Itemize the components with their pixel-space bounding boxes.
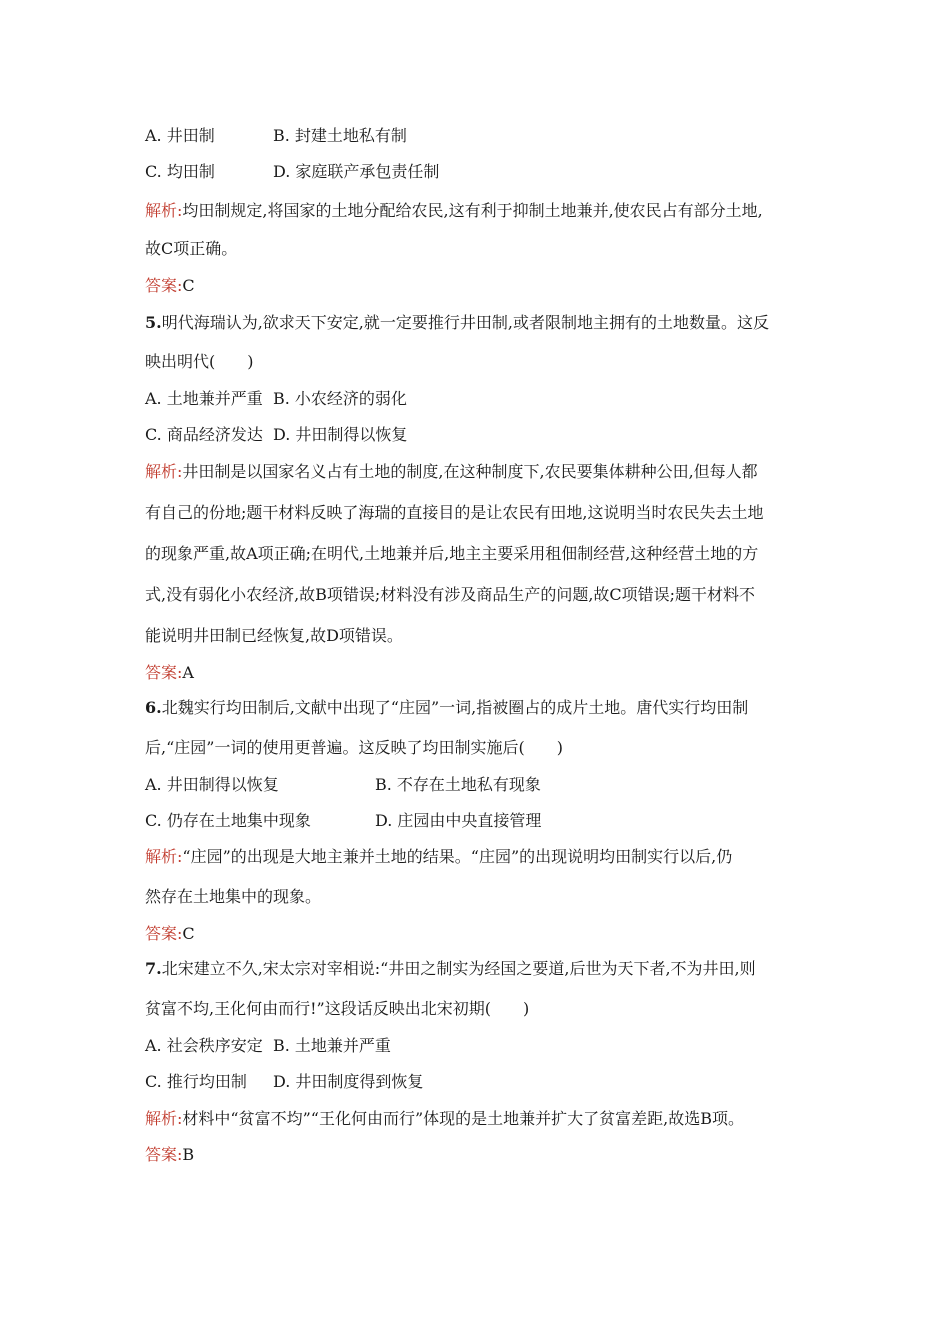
q4-analysis-line-2: 故C项正确。 — [145, 239, 238, 258]
q6-stem-text-1: 北魏实行均田制后,文献中出现了“庄园”一词,指被圈占的成片土地。唐代实行均田制 — [161, 698, 749, 717]
q4-answer-value: C — [182, 276, 195, 295]
q4-option-a: A. 井田制 — [145, 126, 215, 145]
q4-answer-label: 答案: — [145, 276, 183, 295]
q6-option-a: A. 井田制得以恢复 — [145, 775, 279, 794]
q5-analysis-line-1 — [145, 461, 758, 483]
q7-option-c: C. 推行均田制 — [145, 1072, 247, 1091]
q6-analysis-text-1: “庄园”的出现是大地主兼并土地的结果。“庄园”的出现说明均田制实行以后,仍 — [182, 847, 733, 866]
q5-option-a: A. 土地兼并严重 — [145, 389, 263, 408]
q4-option-d: D. 家庭联产承包责任制 — [273, 162, 440, 181]
q5-number: 5. — [145, 313, 162, 332]
q6-analysis-line-1 — [145, 846, 732, 868]
q4-option-b: B. 封建土地私有制 — [273, 126, 407, 145]
q5-answer-label: 答案: — [145, 663, 183, 682]
q7-option-a: A. 社会秩序安定 — [145, 1036, 263, 1055]
q7-stem-line-1 — [145, 958, 756, 980]
q7-number: 7. — [145, 959, 162, 978]
q5-analysis-label: 解析: — [145, 462, 183, 481]
q6-options-row-1 — [145, 774, 541, 796]
q4-options-row-2 — [145, 161, 439, 183]
q7-analysis-label: 解析: — [145, 1109, 183, 1128]
q5-stem-line-1 — [145, 312, 769, 334]
q7-stem-line-2: 贫富不均,王化何由而行!”这段话反映出北宋初期( ) — [145, 999, 530, 1018]
q5-analysis-line-4: 式,没有弱化小农经济,故B项错误;材料没有涉及商品生产的问题,故C项错误;题干材料不 — [145, 585, 756, 604]
q6-analysis-label: 解析: — [145, 847, 183, 866]
q6-answer — [145, 923, 195, 945]
q5-answer-value: A — [182, 663, 194, 682]
q7-answer-value: B — [182, 1145, 195, 1164]
q6-option-d: D. 庄园由中央直接管理 — [375, 811, 542, 830]
q5-option-b: B. 小农经济的弱化 — [273, 389, 407, 408]
q5-stem-text-1: 明代海瑞认为,欲求天下安定,就一定要推行井田制,或者限制地主拥有的土地数量。这反 — [161, 313, 769, 332]
q6-answer-label: 答案: — [145, 924, 183, 943]
q5-answer — [145, 662, 194, 684]
q4-analysis-text-1: 均田制规定,将国家的土地分配给农民,这有利于抑制土地兼并,使农民占有部分土地, — [182, 201, 763, 220]
q5-options-row-2 — [145, 424, 407, 446]
q4-options-row-1 — [145, 125, 407, 147]
q7-analysis-text-1: 材料中“贫富不均”“王化何由而行”体现的是土地兼并扩大了贫富差距,故选B项。 — [182, 1109, 744, 1128]
q5-option-c: C. 商品经济发达 — [145, 425, 263, 444]
q7-option-d: D. 井田制度得到恢复 — [273, 1072, 424, 1091]
q7-options-row-2 — [145, 1071, 423, 1093]
q6-analysis-line-2: 然存在土地集中的现象。 — [145, 887, 322, 906]
q6-stem-line-2: 后,“庄园”一词的使用更普遍。这反映了均田制实施后( ) — [145, 738, 563, 757]
q5-stem-line-2: 映出明代( ) — [145, 352, 254, 371]
q6-stem-line-1 — [145, 697, 748, 719]
q5-option-d: D. 井田制得以恢复 — [273, 425, 408, 444]
q5-analysis-text-1: 井田制是以国家名义占有土地的制度,在这种制度下,农民要集体耕种公田,但每人都 — [182, 462, 758, 481]
q6-answer-value: C — [182, 924, 195, 943]
q6-option-b: B. 不存在土地私有现象 — [375, 775, 541, 794]
q4-analysis-label: 解析: — [145, 201, 183, 220]
q5-analysis-line-5: 能说明井田制已经恢复,故D项错误。 — [145, 626, 403, 645]
q6-options-row-2 — [145, 810, 541, 832]
q6-number: 6. — [145, 698, 162, 717]
q5-analysis-line-2: 有自己的份地;题干材料反映了海瑞的直接目的是让农民有田地,这说明当时农民失去土地 — [145, 503, 764, 522]
q5-options-row-1 — [145, 388, 407, 410]
q4-answer — [145, 275, 195, 297]
q7-options-row-1 — [145, 1035, 391, 1057]
q5-analysis-line-3: 的现象严重,故A项正确;在明代,土地兼并后,地主主要采用租佃制经营,这种经营土地的方 — [145, 544, 759, 563]
q4-option-c: C. 均田制 — [145, 162, 215, 181]
q6-option-c: C. 仍存在土地集中现象 — [145, 811, 311, 830]
q7-answer — [145, 1144, 194, 1166]
q7-answer-label: 答案: — [145, 1145, 183, 1164]
q4-analysis-line-1 — [145, 200, 763, 222]
q7-option-b: B. 土地兼并严重 — [273, 1036, 391, 1055]
q7-analysis-line-1 — [145, 1108, 744, 1130]
q7-stem-text-1: 北宋建立不久,宋太宗对宰相说:“井田之制实为经国之要道,后世为天下者,不为井田,则 — [161, 959, 756, 978]
